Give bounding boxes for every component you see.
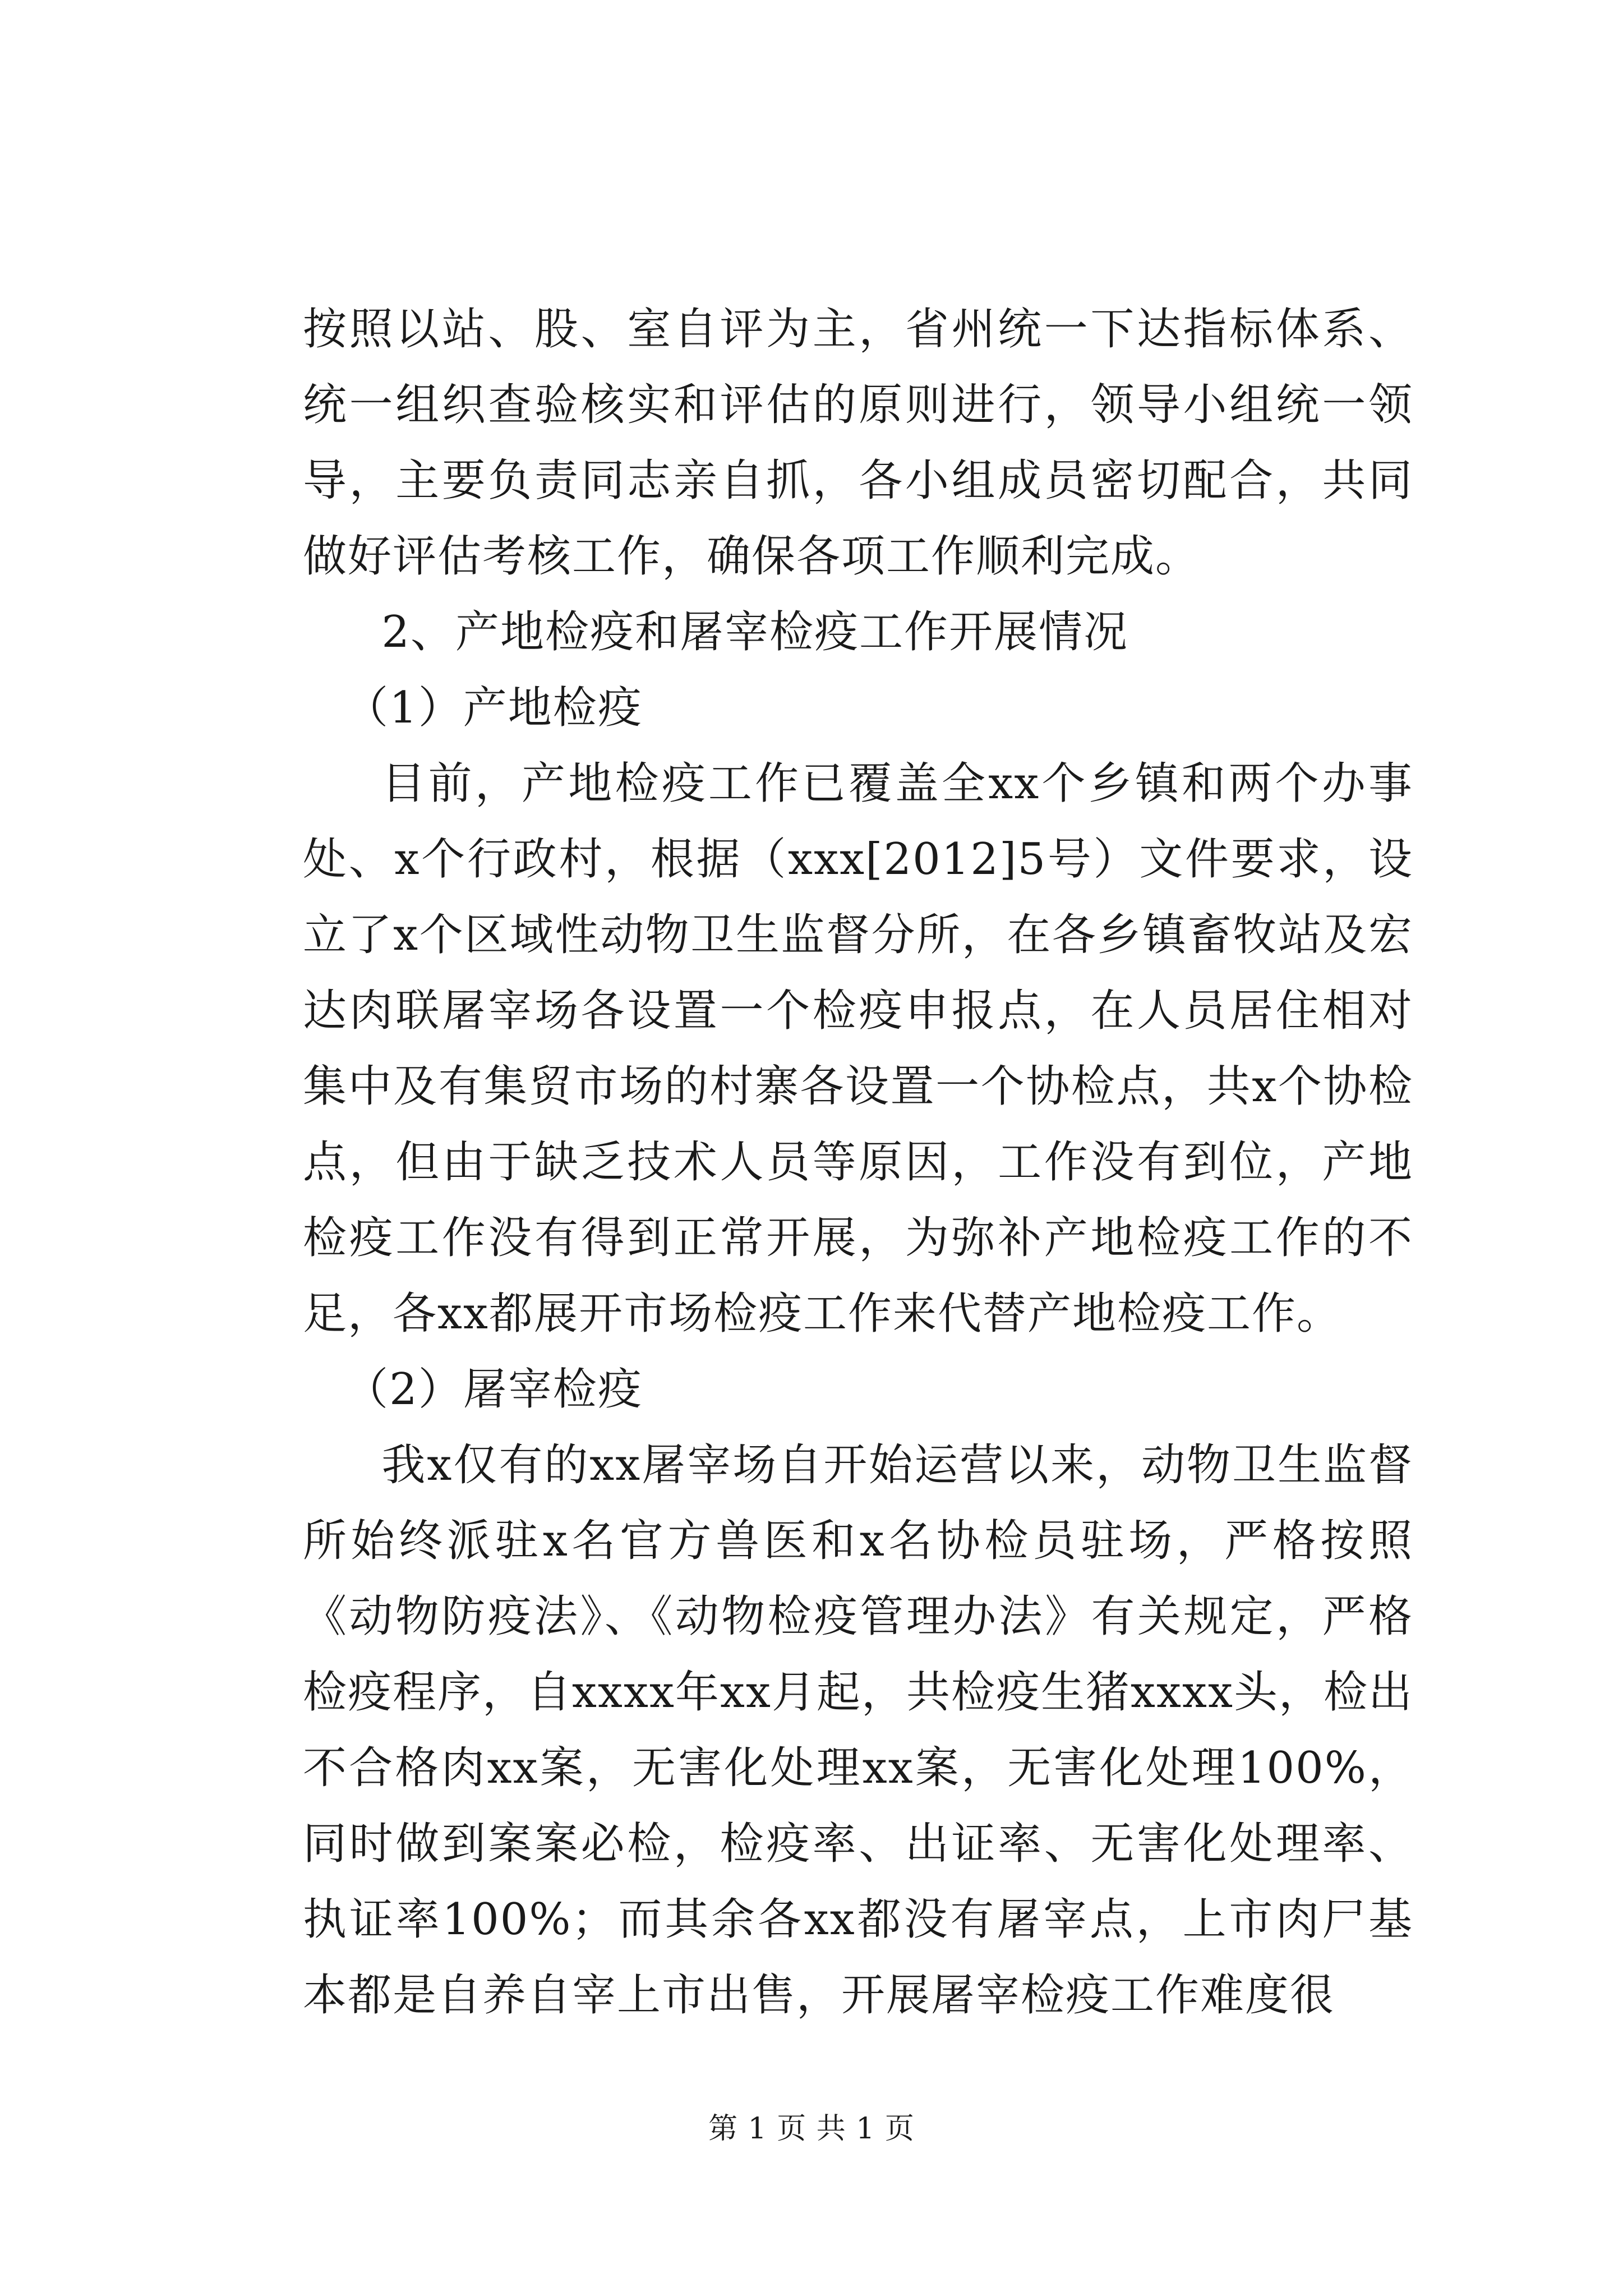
- subheading-origin-quarantine: （1）产地检疫: [344, 683, 643, 733]
- paragraph-evaluation-principle: 按照以站、股、室自评为主，省州统一下达指标体系、统一组织查验核实和评估的原则进行，领导小组统一领导，主要负责同志亲自抓，各小组成员密切配合，共同做好评估考核工作，确保各项工作顺利完成。: [303, 304, 1413, 582]
- section-heading-quarantine: 2、产地检疫和屠宰检疫工作开展情况: [381, 607, 1129, 657]
- page-footer: 第 1 页 共 1 页: [708, 2112, 915, 2146]
- document-body: [303, 292, 1413, 2033]
- paragraph-origin-quarantine: 目前，产地检疫工作已覆盖全xx个乡镇和两个办事处、x个行政村，根据（xxx[2012]5号）文件要求，设立了x个区域性动物卫生监督分所，在各乡镇畜牧站及宏达肉联屠宰场各设置一个检疫申报点，在人员居住相对集中及有集贸市场的村寨各设置一个协检点，共x个协检点，但由于缺乏技术人员等原因，工作没有到位，产地检疫工作没有得到正常开展，为弥补产地检疫工作的不足，各xx都展开市场检疫工作来代替产地检疫工作。: [303, 758, 1413, 1339]
- paragraph-slaughter-quarantine: 我x仅有的xx屠宰场自开始运营以来，动物卫生监督所始终派驻x名官方兽医和x名协检员驻场，严格按照《动物防疫法》、《动物检疫管理办法》有关规定，严格检疫程序，自xxxx年xx月起，共检疫生猪xxxx头，检出不合格肉xx案，无害化处理xx案，无害化处理100%，同时做到案案必检，检疫率、出证率、无害化处理率、执证率100%；而其余各xx都没有屠宰点，上市肉尸基本都是自养自宰上市出售，开展屠宰检疫工作难度很: [303, 1440, 1413, 2021]
- subheading-slaughter-quarantine: （2）屠宰检疫: [344, 1364, 643, 1415]
